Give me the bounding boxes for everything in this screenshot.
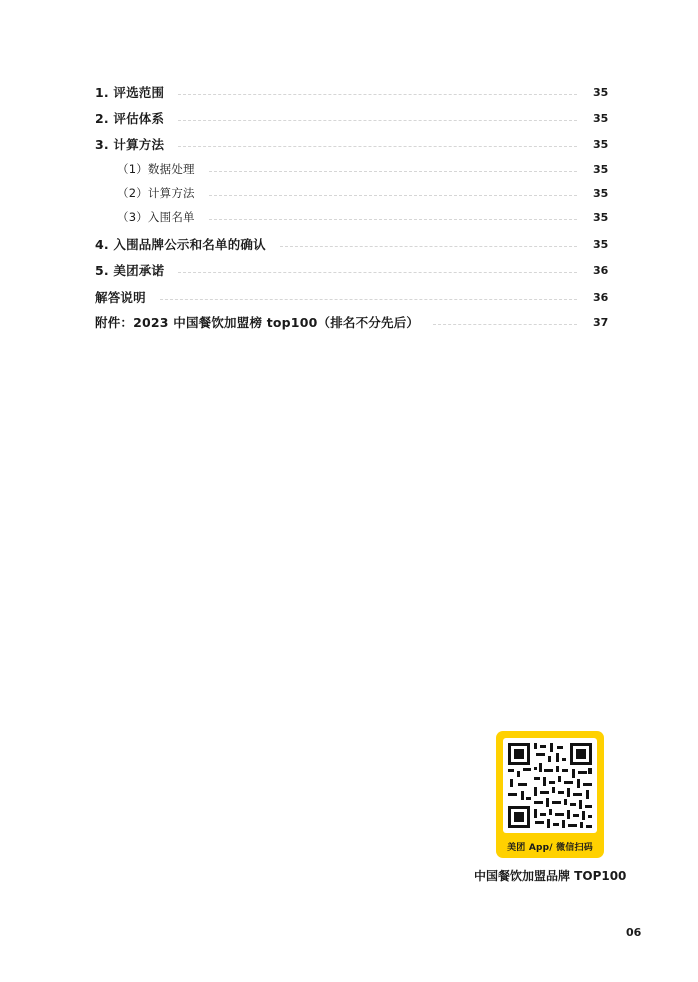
toc-item-page: 36 bbox=[593, 290, 609, 304]
toc-item-label: 4. 入围品牌公示和名单的确认 bbox=[95, 237, 266, 252]
toc-item-evaluation-scope[interactable] bbox=[95, 82, 607, 102]
qr-code-icon[interactable] bbox=[506, 741, 594, 830]
toc-item-page: 35 bbox=[593, 186, 609, 200]
toc-item-page: 35 bbox=[593, 210, 609, 224]
toc-leader-dots bbox=[160, 299, 577, 300]
toc-item-label: 1. 评选范围 bbox=[95, 85, 165, 100]
qr-code-caption: 美团 App/ 微信扫码 bbox=[507, 843, 593, 853]
qr-code-card bbox=[496, 731, 604, 858]
toc-item-explanation[interactable] bbox=[95, 287, 607, 307]
toc-item-label: 3. 计算方法 bbox=[95, 137, 165, 152]
toc-item-label: 2. 评估体系 bbox=[95, 111, 165, 126]
toc-item-page: 35 bbox=[593, 237, 609, 251]
toc-item-page: 35 bbox=[593, 137, 609, 151]
toc-item-label: （1）数据处理 bbox=[117, 162, 195, 176]
toc-item-label: 5. 美团承诺 bbox=[95, 263, 165, 278]
toc-leader-dots bbox=[209, 219, 577, 220]
toc-item-page: 36 bbox=[593, 263, 609, 277]
toc-leader-dots bbox=[178, 94, 577, 95]
toc-item-page: 35 bbox=[593, 85, 609, 99]
toc-item-evaluation-system[interactable] bbox=[95, 108, 607, 128]
toc-item-calculation-method[interactable] bbox=[95, 134, 607, 154]
toc-subitem-calculation-method[interactable] bbox=[117, 183, 607, 203]
toc-leader-dots bbox=[178, 272, 577, 273]
toc-item-page: 35 bbox=[593, 111, 609, 125]
toc-subitem-shortlist[interactable] bbox=[117, 207, 607, 227]
toc-item-label: （2）计算方法 bbox=[117, 186, 195, 200]
toc-item-label: 解答说明 bbox=[95, 290, 146, 305]
toc-leader-dots bbox=[178, 120, 577, 121]
toc-leader-dots bbox=[178, 146, 577, 147]
toc-item-page: 35 bbox=[593, 162, 609, 176]
toc-item-appendix[interactable] bbox=[95, 312, 607, 332]
toc-item-shortlist-announcement[interactable] bbox=[95, 234, 607, 254]
toc-item-label: 附件：2023 中国餐饮加盟榜 top100（排名不分先后） bbox=[95, 315, 420, 330]
toc-leader-dots bbox=[433, 324, 577, 325]
toc-leader-dots bbox=[280, 246, 577, 247]
toc-item-label: （3）入围名单 bbox=[117, 210, 195, 224]
page-number: 06 bbox=[626, 926, 642, 939]
toc-subitem-data-processing[interactable] bbox=[117, 159, 607, 179]
toc-leader-dots bbox=[209, 171, 577, 172]
toc-leader-dots bbox=[209, 195, 577, 196]
toc-item-meituan-commitment[interactable] bbox=[95, 260, 607, 280]
brand-title: 中国餐饮加盟品牌 TOP100 bbox=[474, 869, 627, 883]
qr-code-frame bbox=[503, 738, 597, 833]
toc-item-page: 37 bbox=[593, 315, 609, 329]
